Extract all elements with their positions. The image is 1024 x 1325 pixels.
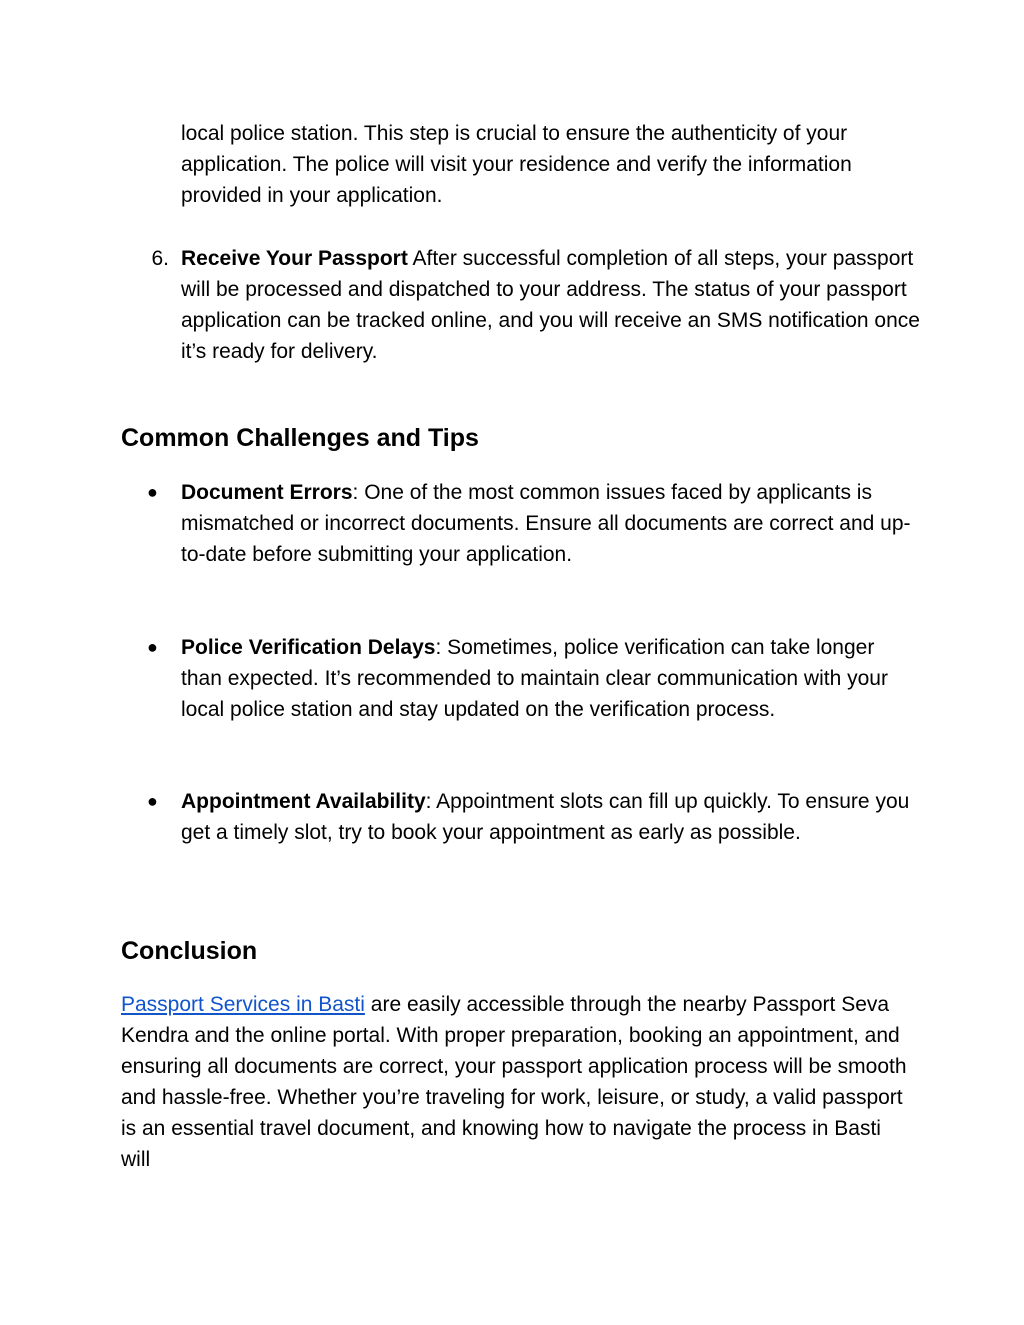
list-item-title: Appointment Availability [181, 790, 426, 813]
list-number: 6. [151, 247, 169, 270]
list-item-body [181, 477, 921, 570]
list-item-body [181, 632, 921, 725]
section-heading-conclusion: Conclusion [121, 937, 258, 965]
conclusion-text: are easily accessible through the nearby Passport Seva Kendra and the online portal. With proper preparation, booking an appointment, and ensuring all documents are correct, your passport application process will be smooth and hassle-free. Whether you’re traveling for work, leisure, or study, a valid passport is an essential travel document, and knowing how to navigate the process in Basti will [121, 993, 907, 1171]
bullet-icon: ● [147, 482, 158, 502]
list-item-title: Police Verification Delays [181, 636, 436, 659]
conclusion-paragraph [121, 989, 911, 1175]
list-item-body [181, 786, 921, 848]
list-item-body [181, 243, 921, 367]
list-item-title: Receive Your Passport [181, 247, 408, 270]
list-item-text: After successful completion of all steps, your passport will be processed and dispatched to your address. The status of your passport application can be tracked online, and you will receive an SMS notification once it’s ready for delivery. [181, 247, 920, 363]
list-item-title: Document Errors [181, 481, 353, 504]
bullet-icon: ● [147, 637, 158, 657]
step5-continuation-text: local police station. This step is crucial to ensure the authenticity of your application. The police will visit your residence and verify the information provided in your application. [181, 122, 852, 207]
section-heading-challenges: Common Challenges and Tips [121, 424, 479, 452]
passport-services-link[interactable]: Passport Services in Basti [121, 993, 365, 1016]
bullet-icon: ● [147, 791, 158, 811]
list-item-text: : One of the most common issues faced by applicants is mismatched or incorrect documents. Ensure all documents are correct and up-to-date before submitting your application. [181, 481, 911, 566]
list-item-text: : Appointment slots can fill up quickly. To ensure you get a timely slot, try to book your appointment as early as possible. [181, 790, 910, 844]
list-item-text: : Sometimes, police verification can take longer than expected. It’s recommended to maintain clear communication with your local police station and stay updated on the verification process. [181, 636, 888, 721]
